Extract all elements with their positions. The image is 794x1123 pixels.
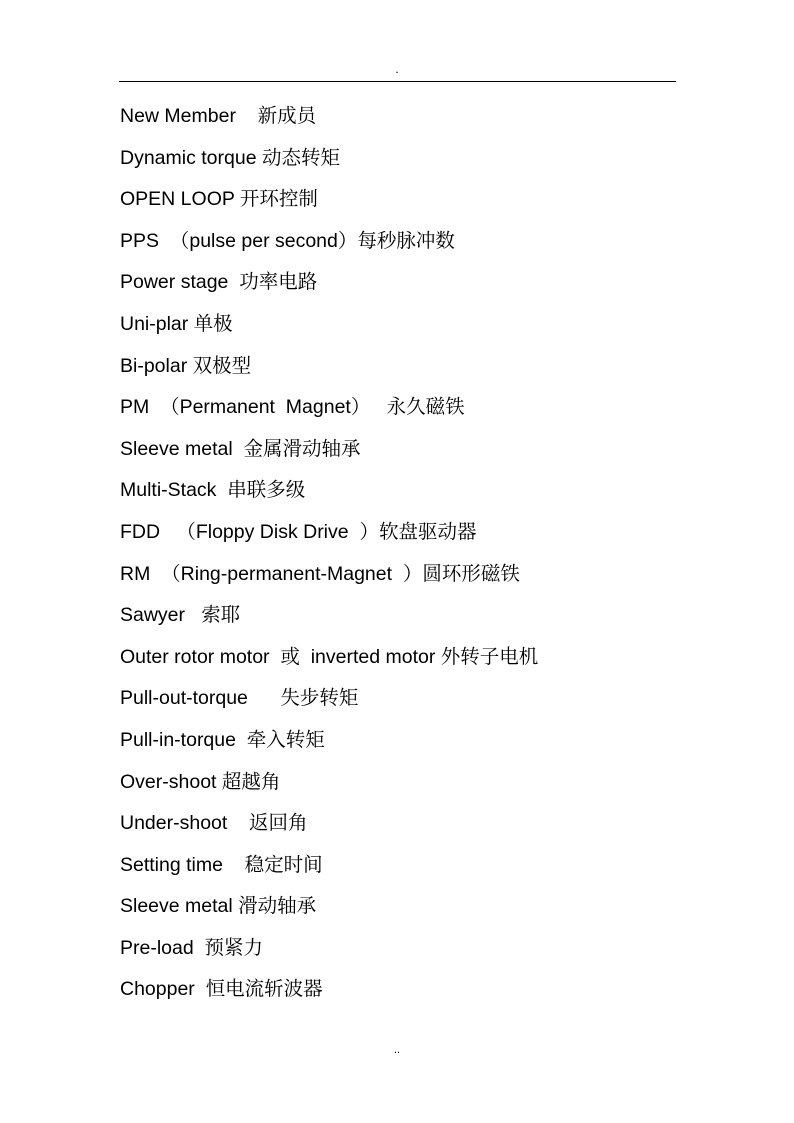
glossary-entry: Setting time 稳定时间	[120, 853, 323, 876]
glossary-entry: Under-shoot 返回角	[120, 812, 308, 835]
footer-mark: ..	[393, 1044, 401, 1056]
glossary-entry: Pre-load 预紧力	[120, 936, 264, 959]
glossary-entry: Sleeve metal 滑动轴承	[120, 895, 317, 918]
glossary-entry: Over-shoot 超越角	[120, 770, 281, 793]
glossary-entry: Pull-in-torque 牵入转矩	[120, 728, 325, 751]
glossary-entry: RM （Ring-permanent-Magnet ）圆环形磁铁	[120, 562, 520, 585]
glossary-entry: Pull-out-torque 失步转矩	[120, 687, 359, 710]
glossary-entry: Outer rotor motor 或 inverted motor 外转子电机	[120, 645, 539, 668]
glossary-entry: Dynamic torque 动态转矩	[120, 146, 340, 169]
glossary-entry: Sawyer 索耶	[120, 604, 241, 627]
glossary-entry: Power stage 功率电路	[120, 271, 318, 294]
glossary-entry: PM （Permanent Magnet） 永久磁铁	[120, 396, 465, 419]
glossary-entry: FDD （Floppy Disk Drive ）软盘驱动器	[120, 520, 477, 543]
glossary-entry: OPEN LOOP 开环控制	[120, 188, 318, 211]
glossary-entry: Chopper 恒电流斩波器	[120, 978, 323, 1001]
glossary-entry: PPS （pulse per second）每秒脉冲数	[120, 229, 455, 252]
glossary-entry: Sleeve metal 金属滑动轴承	[120, 437, 361, 460]
header-rule	[119, 81, 676, 82]
glossary-list	[120, 96, 676, 1011]
glossary-entry: New Member 新成员	[120, 105, 317, 127]
glossary-entry: Multi-Stack 串联多级	[120, 479, 306, 502]
glossary-entry: Uni-plar 单极	[120, 312, 233, 335]
glossary-entry: Bi-polar 双极型	[120, 354, 252, 377]
header-mark: .	[395, 62, 399, 76]
